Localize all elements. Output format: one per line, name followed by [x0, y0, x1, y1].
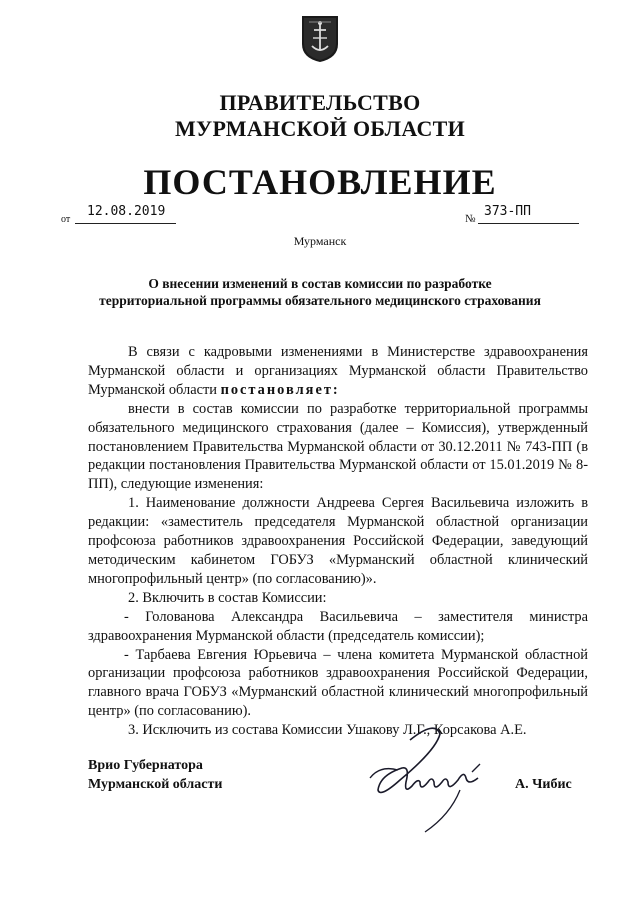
document-body — [88, 343, 588, 740]
document-title-line1: О внесении изменений в состав комиссии по разработке — [148, 276, 492, 291]
item-2-b: - Тарбаева Евгения Юрьевича – члена комитета Мурманской областной организации профсоюза работников здравоохранения Российской Федерации, главного врача ГОБУЗ «Мурманский областной клинический многопрофильный центр» (по согласованию). — [88, 646, 588, 720]
item-1: 1. Наименование должности Андреева Сергея Васильевича изложить в редакции: «заместитель председателя Мурманской областной организации профсоюза работников здравоохранения Российской Федерации, заведующий методическим кабинетом ГОБУЗ «Мурманский областной клинический многопрофильный центр» (по согласованию)». — [88, 495, 588, 587]
main-paragraph: внести в состав комиссии по разработке территориальной программы обязательного медицинского страхования (далее – Комиссия), утвержденный постановлением Правительства Мурманской области от 30.12.2011 № 743-ПП (в редакции постановления Правительства Мурманской области от 15.01.2019 № 8-ПП), следующие изменения: — [88, 400, 588, 493]
number-label: № — [465, 213, 476, 225]
document-date: 12.08.2019 — [87, 204, 166, 219]
government-name-line1: ПРАВИТЕЛЬСТВО — [219, 90, 421, 115]
item-2: 2. Включить в состав Комиссии: — [128, 589, 327, 606]
document-number: 373-ПП — [484, 204, 531, 219]
intro-text: В связи с кадровыми изменениями в Министерстве здравоохранения Мурманской области и организациях Мурманской области Правительство Мурманской области — [88, 344, 588, 398]
resolution-keyword: постановляет: — [220, 381, 340, 398]
signatory-position — [88, 756, 222, 794]
signatory-position-line2: Мурманской области — [88, 777, 223, 792]
intro-paragraph — [88, 343, 588, 400]
signatory-position-line1: Врио Губернатора — [88, 758, 203, 773]
coat-of-arms-icon — [300, 14, 340, 64]
government-name-line2: МУРМАНСКОЙ ОБЛАСТИ — [174, 116, 466, 141]
date-label: от — [61, 214, 71, 225]
handwritten-signature-icon — [340, 720, 500, 840]
city-name: Мурманск — [293, 234, 347, 248]
item-3: 3. Исключить из состава Комиссии Ушакову Л.Г., Корсакова А.Е. — [128, 722, 527, 739]
item-2-a: - Голованова Александра Васильевича – заместителя министра здравоохранения Мурманской области (председатель комиссии); — [88, 608, 588, 644]
document-title-line2: территориальной программы обязательного медицинского страхования — [99, 293, 541, 308]
signatory-name: А. Чибис — [515, 777, 572, 792]
document-type-heading: ПОСТАНОВЛЕНИЕ — [143, 162, 497, 202]
